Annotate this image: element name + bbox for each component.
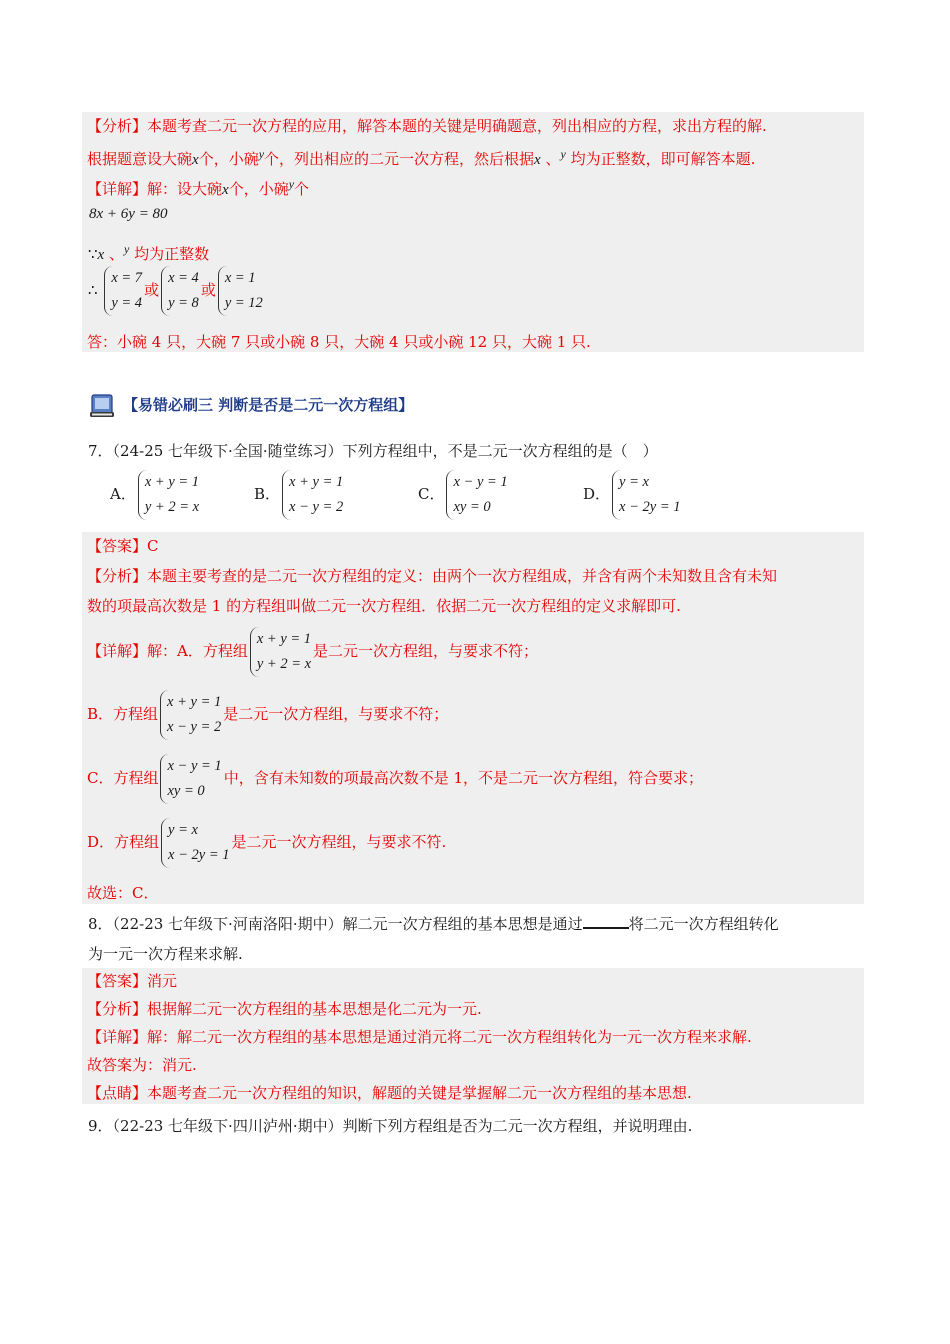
q6-detail-line: 【详解】解：设大碗x个，小碗$^y$个	[87, 177, 310, 198]
q8-stem-line2: 为一元一次方程来求解.	[88, 945, 243, 963]
book-icon	[88, 390, 118, 420]
q6-solutions: ∴ x = 7 y = 4 或 x = 4 y = 8 或 x = 1 y = 12	[88, 266, 265, 316]
q7-option-b[interactable]: B． x + y = 1 x − y = 2	[254, 470, 345, 520]
q7-detail-a: 【详解】解：A．方程组 x + y = 1 y + 2 = x 是二元一次方程组，与要求不符；	[87, 627, 538, 677]
q6-solution-system-1: x = 7 y = 4	[104, 266, 142, 316]
q7-analysis-line1: 【分析】本题主要考查的是二元一次方程组的定义：由两个一次方程组成，并含有两个未知数且含有未知	[87, 567, 778, 585]
q9-stem: 9．（22-23 七年级下·四川泸州·期中）判断下列方程组是否为二元一次方程组，并说明理由.	[88, 1117, 693, 1135]
q6-answer: 答：小碗 4 只，大碗 7 只或小碗 8 只，大碗 4 只或小碗 12 只，大碗 1 只.	[87, 333, 591, 351]
q7-detail-c: C．方程组 x − y = 1 xy = 0 中，含有未知数的项最高次数不是 1，不是二元一次方程组，符合要求；	[87, 754, 703, 804]
q6-solution-system-2: x = 4 y = 8	[161, 266, 199, 316]
q6-solution-system-3: x = 1 y = 12	[218, 266, 263, 316]
q8-detail: 【详解】解：解二元一次方程组的基本思想是通过消元将二元一次方程组转化为一元一次方程来求解.	[87, 1028, 752, 1046]
q6-analysis-line1: 【分析】本题考查二元一次方程的应用，解答本题的关键是明确题意，列出相应的方程，求出方程的解.	[87, 117, 767, 135]
q7-detail-d: D．方程组 y = x x − 2y = 1 是二元一次方程组，与要求不符.	[87, 818, 446, 868]
q7-answer: 【答案】C	[87, 537, 159, 555]
q7-detail-b: B．方程组 x + y = 1 x − y = 2 是二元一次方程组，与要求不符；	[87, 690, 448, 740]
q8-blank	[583, 913, 629, 929]
q8-answer: 【答案】消元	[87, 972, 178, 990]
q7-option-a[interactable]: A． x + y = 1 y + 2 = x	[110, 470, 201, 520]
q6-since-line: ∵x 、$^y$ 均为正整数	[88, 242, 210, 263]
q7-analysis-line2: 数的项最高次数是 1 的方程组叫做二元一次方程组．依据二元一次方程组的定义求解即可.	[87, 597, 681, 615]
q6-equation: 8x + 6y = 80	[89, 206, 168, 222]
section-title: 【易错必刷三 判断是否是二元一次方程组】	[123, 396, 414, 414]
q8-comment: 【点睛】本题考查二元一次方程组的知识，解题的关键是掌握解二元一次方程组的基本思想.	[87, 1084, 692, 1102]
q8-stem-line1: 8．（22-23 七年级下·河南洛阳·期中）解二元一次方程组的基本思想是通过 将二元一次方程组转化	[88, 915, 779, 933]
q7-option-c[interactable]: C． x − y = 1 xy = 0	[418, 470, 510, 520]
q6-analysis-line2: 根据题意设大碗x个，小碗$^y$个，列出相应的二元一次方程，然后根据x 、$^y$ 均为正整数，即可解答本题.	[87, 147, 756, 168]
q7-stem: 7．（24-25 七年级下·全国·随堂练习）下列方程组中，不是二元一次方程组的是（ ）	[88, 442, 658, 460]
q8-analysis: 【分析】根据解二元一次方程组的基本思想是化二元为一元.	[87, 1000, 482, 1018]
q8-so: 故答案为：消元.	[87, 1056, 197, 1074]
q7-option-d[interactable]: D． y = x x − 2y = 1	[583, 470, 682, 520]
q7-choose: 故选：C．	[87, 884, 159, 902]
